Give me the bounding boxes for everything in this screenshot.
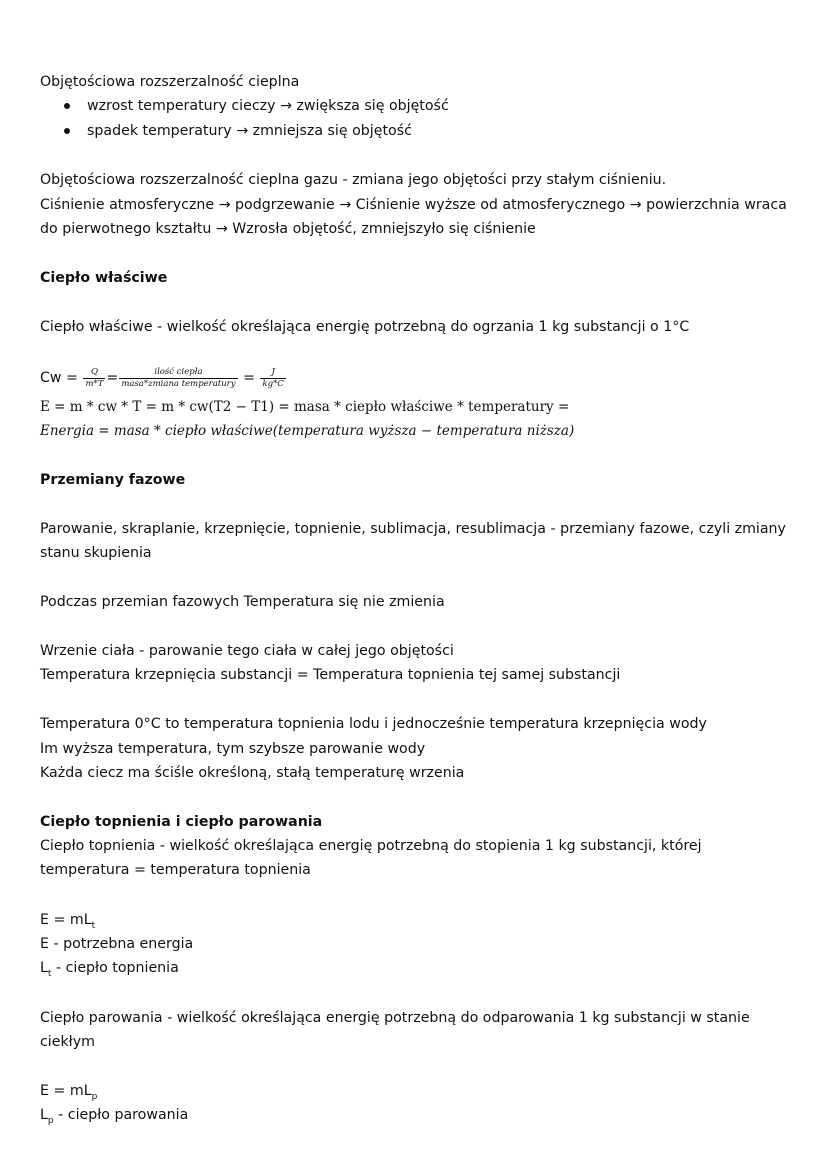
fraction-heat-over-mass-temp: $\frac{\text{ilość ciepła}}{\text{masa*zmiana temperatury}}$ — [121, 366, 236, 389]
latent-heat-heading: Ciepło topnienia i ciepło parowania — [40, 814, 323, 830]
phase-text-8: Każda ciecz ma ściśle określoną, stałą temperaturę wrzenia — [40, 765, 465, 781]
specific-heat-definition: Ciepło właściwe - wielkość określająca energię potrzebną do ogrzania 1 kg substancji o 1°C — [40, 319, 690, 335]
bullet-dot-icon — [64, 128, 70, 134]
pressure-text-2: do pierwotnego kształtu → Wzrosła objętość, zmniejszyło się ciśnienie — [40, 221, 536, 237]
phase-text-2: stanu skupienia — [40, 545, 152, 561]
bullet-item: wzrost temperatury cieczy → zwiększa się objętość — [87, 98, 449, 114]
expansion-heading: Objętościowa rozszerzalność cieplna — [40, 74, 300, 90]
phase-text-6: Temperatura 0°C to temperatura topnienia lodu i jednocześnie temperatura krzepnięcia wody — [40, 716, 707, 732]
formula-energy-words: Energia = masa * ciepło właściwe(temperatura wyższa − temperatura niższa) — [40, 423, 575, 439]
phase-changes-heading: Przemiany fazowe — [40, 472, 186, 488]
bullet-dot-icon — [64, 103, 70, 109]
fraction-q-over-mt: $\frac{Q}{m*T}$ — [85, 366, 104, 389]
vaporization-heat-description: $L_p$ - ciepło parowania — [40, 1107, 189, 1126]
specific-heat-heading: Ciepło właściwe — [40, 270, 168, 286]
formula-cw: Cw = $\frac{Q}{m*T}$ = $\frac{\text{ilość ciepła}}{\text{masa*zmiana temperatury}}$ = $\frac{J}{kg*C}$ — [40, 366, 284, 389]
melting-definition-2: temperatura = temperatura topnienia — [40, 862, 311, 878]
phase-text-7: Im wyższa temperatura, tym szybsze parowanie wody — [40, 741, 426, 757]
phase-text-1: Parowanie, skraplanie, krzepnięcie, topnienie, sublimacja, resublimacja - przemiany fazowe, czyli zmiany — [40, 521, 786, 537]
vaporization-definition-1: Ciepło parowania - wielkość określająca energię potrzebną do odparowania 1 kg substancji w stanie — [40, 1010, 750, 1026]
melting-definition-1: Ciepło topnienia - wielkość określająca energię potrzebną do stopienia 1 kg substancji, której — [40, 838, 702, 854]
fraction-j-over-kgc: $\frac{J}{kg*C}$ — [262, 366, 284, 389]
phase-text-5: Temperatura krzepnięcia substancji = Temperatura topnienia tej samej substancji — [40, 667, 621, 683]
phase-text-4: Wrzenie ciała - parowanie tego ciała w całej jego objętości — [40, 643, 454, 659]
formula-cw-lhs: Cw = — [40, 370, 78, 386]
melting-heat-description: $L_t$ - ciepło topnienia — [40, 960, 179, 979]
vaporization-formula: $E = mL_p$ — [40, 1083, 98, 1102]
energy-description: E - potrzebna energia — [40, 936, 194, 952]
bullet-item: spadek temperatury → zmniejsza się objętość — [87, 123, 412, 139]
melting-formula: $E = mL_t$ — [40, 912, 96, 931]
vaporization-definition-2: ciekłym — [40, 1034, 95, 1050]
phase-text-3: Podczas przemian fazowych Temperatura się nie zmienia — [40, 594, 445, 610]
formula-energy: E = m * cw * T = m * cw(T2 − T1) = masa * ciepło właściwe * temperatury = — [40, 399, 570, 415]
pressure-text-1: Ciśnienie atmosferyczne → podgrzewanie → Ciśnienie wyższe od atmosferycznego → powierzchnia wraca — [40, 197, 787, 213]
gas-expansion-text: Objętościowa rozszerzalność cieplna gazu - zmiana jego objętości przy stałym ciśnieniu. — [40, 172, 667, 188]
